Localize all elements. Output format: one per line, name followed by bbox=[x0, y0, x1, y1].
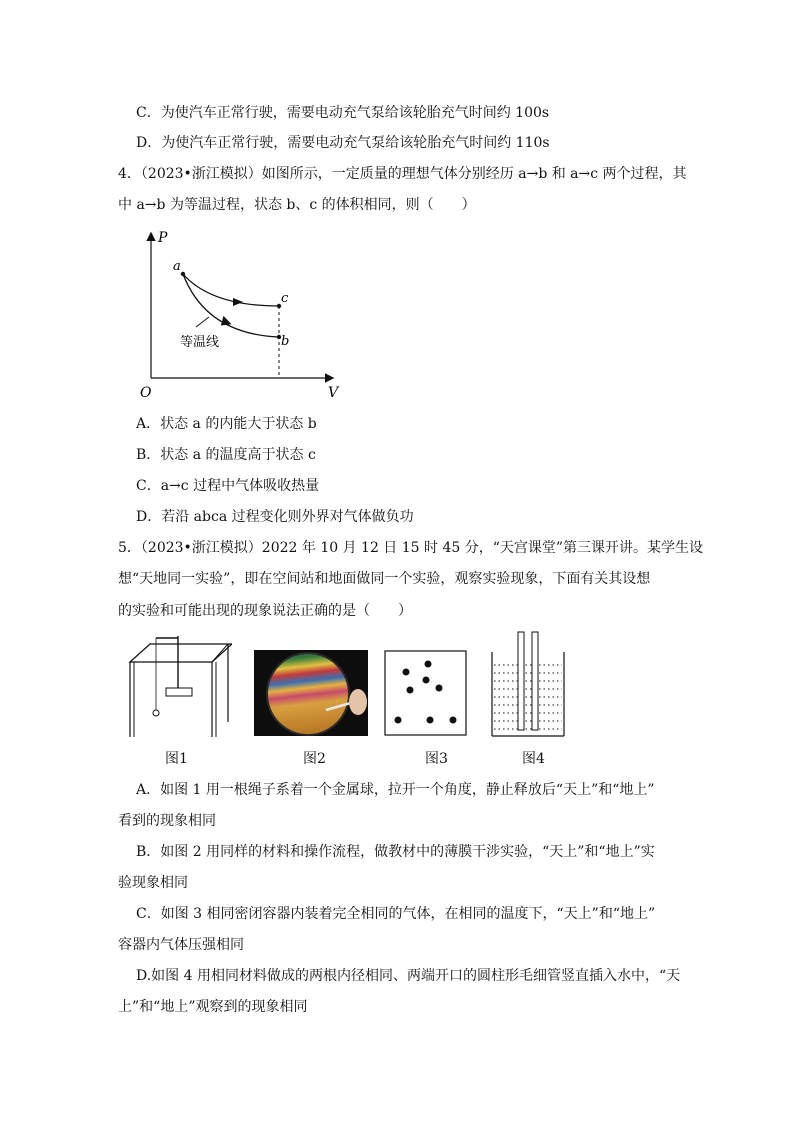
label-b: b bbox=[281, 334, 290, 349]
figure-3-gas-container bbox=[384, 650, 468, 736]
q5-stem-line1: 5．（2023•浙江模拟）2022 年 10 月 12 日 15 时 45 分，“天宫课堂”第三课开讲。某学生设 bbox=[118, 540, 704, 556]
isotherm-label: 等温线 bbox=[180, 335, 220, 350]
q5-option-c-line1: C．如图 3 相同密闭容器内装着完全相同的气体，在相同的温度下，“天上”和“地上” bbox=[136, 906, 656, 922]
q5-option-a-line2: 看到的现象相同 bbox=[118, 813, 216, 829]
figure-4-capillary-tubes bbox=[490, 630, 568, 738]
q4-pv-graph bbox=[136, 224, 346, 404]
arrow-on-ac bbox=[233, 298, 243, 306]
figure-2-label: 图2 bbox=[303, 751, 326, 767]
q5-option-b-line2: 验现象相同 bbox=[118, 875, 188, 891]
figure-2-film-interference bbox=[254, 650, 368, 736]
label-c: c bbox=[281, 291, 289, 306]
q4-option-a: A．状态 a 的内能大于状态 b bbox=[136, 416, 317, 432]
q3-option-d: D．为使汽车正常行驶，需要电动充气泵给该轮胎充气时间约 110s bbox=[136, 135, 550, 151]
q5-option-b-line1: B．如图 2 用同样的材料和操作流程，做教材中的薄膜干涉实验，“天上”和“地上”实 bbox=[136, 844, 655, 860]
point-a bbox=[181, 272, 185, 276]
q5-option-c-line2: 容器内气体压强相同 bbox=[118, 937, 244, 953]
figure-1-label: 图1 bbox=[165, 751, 188, 767]
q4-stem-line2: 中 a→b 为等温过程，状态 b、c 的体积相同，则（ ） bbox=[118, 197, 476, 213]
q5-option-d-line2: 上”和“地上”观察到的现象相同 bbox=[118, 999, 308, 1015]
q3-option-c: C．为使汽车正常行驶，需要电动充气泵给该轮胎充气时间约 100s bbox=[136, 105, 550, 121]
q5-option-a-line1: A．如图 1 用一根绳子系着一个金属球，拉开一个角度，静止释放后“天上”和“地上” bbox=[136, 782, 655, 798]
q4-option-d: D．若沿 abca 过程变化则外界对气体做负功 bbox=[136, 509, 414, 525]
q4-stem-line1: 4．（2023•浙江模拟）如图所示，一定质量的理想气体分别经历 a→b 和 a→c 两个过程，其 bbox=[118, 166, 687, 182]
figure-1-pendulum bbox=[128, 632, 232, 744]
q5-stem-line3: 的实验和可能出现的现象说法正确的是（ ） bbox=[118, 603, 412, 619]
pv-x-label: V bbox=[328, 385, 339, 401]
figure-4-label: 图4 bbox=[522, 751, 545, 767]
figure-3-label: 图3 bbox=[425, 751, 448, 767]
pv-origin-label: O bbox=[140, 385, 152, 401]
label-a: a bbox=[173, 259, 181, 274]
q4-option-b: B．状态 a 的温度高于状态 c bbox=[136, 447, 316, 463]
q4-option-c: C．a→c 过程中气体吸收热量 bbox=[136, 478, 320, 494]
q5-stem-line2: 想“天地同一实验”，即在空间站和地面做同一个实验，观察实验现象，下面有关其设想 bbox=[118, 571, 651, 587]
q5-option-d-line1: D.如图 4 用相同材料做成的两根内径相同、两端开口的圆柱形毛细管竖直插入水中，“天 bbox=[136, 968, 681, 984]
isotherm-pointer bbox=[196, 317, 209, 327]
pv-y-label: P bbox=[158, 230, 168, 246]
